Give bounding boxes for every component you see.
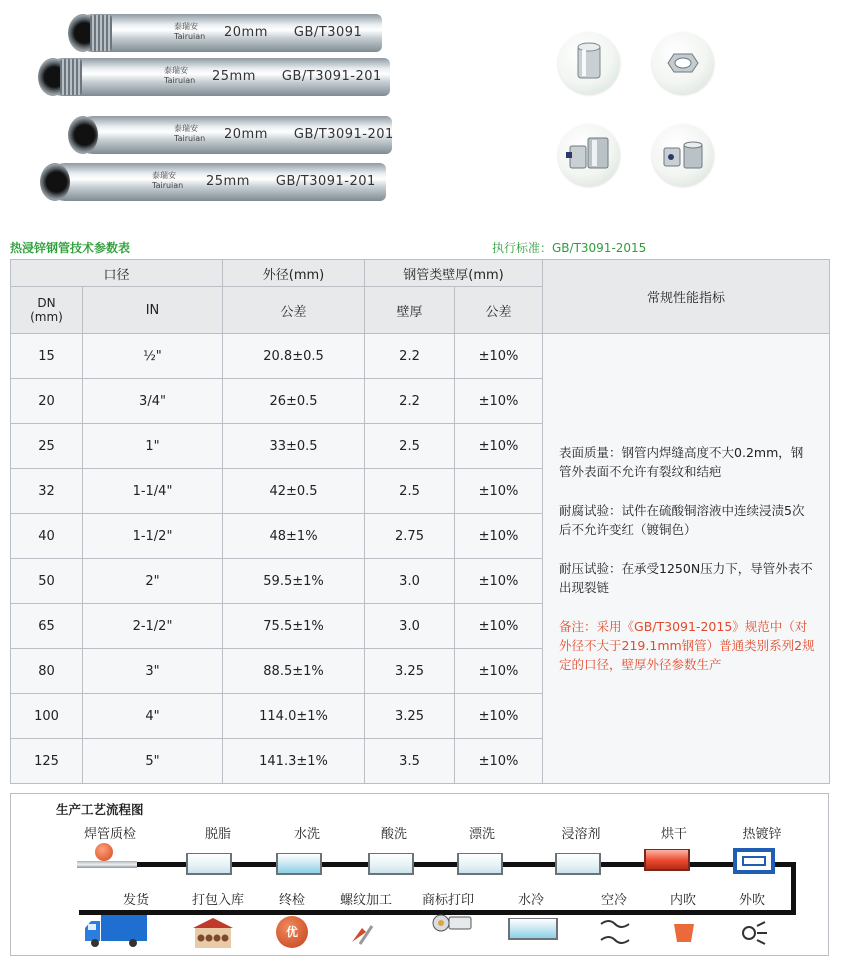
header-performance: 常规性能指标 (543, 260, 830, 334)
flow-line-right (791, 862, 796, 914)
printer-icon (431, 913, 475, 933)
header-wall-thickness: 壁厚 (365, 287, 455, 334)
cell-dn: 100 (11, 694, 83, 739)
standard-label: 执行标准：GB/T3091-2015 (492, 241, 647, 255)
cell-dn: 50 (11, 559, 83, 604)
pipe-end (40, 163, 70, 201)
step-water-cool: 水冷 (517, 893, 545, 908)
header-tolerance: 公差 (223, 287, 365, 334)
threading-icon (348, 918, 378, 948)
pipe-marking: 25mm GB/T3091-201 (212, 69, 382, 84)
cell-wall: 2.5 (365, 469, 455, 514)
cell-wall: 3.25 (365, 649, 455, 694)
pipe-20mm-plain (74, 116, 392, 154)
header-bore: 口径 (11, 260, 223, 287)
cell-tol: ±10% (455, 334, 543, 379)
cell-tol: ±10% (455, 379, 543, 424)
cell-od: 88.5±1% (223, 649, 365, 694)
pipe-brand: 泰瑞安 Tairuian (164, 66, 196, 85)
cell-wall: 3.0 (365, 559, 455, 604)
pipe-brand: 泰瑞安 Tairuian (174, 124, 206, 143)
cell-tol: ±10% (455, 649, 543, 694)
cell-tol: ±10% (455, 604, 543, 649)
connector-set-icon (558, 124, 620, 186)
pipe-end (68, 116, 98, 154)
cell-dn: 80 (11, 649, 83, 694)
coupling-icon (558, 32, 620, 94)
pipe-25mm-threaded (44, 58, 390, 96)
step-weld-inspection: 焊管质检 (83, 827, 137, 842)
header-in: IN (83, 287, 223, 334)
step-final-inspection: 终检 (278, 893, 306, 908)
water-cool-tank-icon (508, 918, 558, 940)
cell-dn: 25 (11, 424, 83, 469)
step-galvanize: 热镀锌 (742, 827, 782, 842)
rinse-tank-icon (457, 853, 503, 875)
pressure-test-text: 耐压试验：在承受1250N压力下，导管外表不出现裂链 (559, 561, 813, 595)
step-degrease: 脱脂 (204, 827, 232, 842)
pipe-image-group (0, 0, 520, 225)
cell-dn: 32 (11, 469, 83, 514)
process-title: 生产工艺流程图 (56, 802, 144, 817)
flux-tank-icon (555, 853, 601, 875)
truck-icon (83, 912, 149, 952)
cell-in: 1-1/4" (83, 469, 223, 514)
pipe-thread (60, 59, 82, 95)
cell-od: 33±0.5 (223, 424, 365, 469)
cell-in: 2-1/2" (83, 604, 223, 649)
pipe-brand: 泰瑞安 Tairuian (152, 171, 184, 190)
cell-wall: 3.0 (365, 604, 455, 649)
table-row (11, 334, 830, 379)
header-row-1 (11, 260, 830, 287)
step-outer-blow: 外吹 (738, 893, 766, 908)
header-wall: 钢管类壁厚(mm) (365, 260, 543, 287)
pipe-thread (90, 15, 112, 51)
cell-in: 4" (83, 694, 223, 739)
header-wall-tolerance: 公差 (455, 287, 543, 334)
pickling-tank-icon (368, 853, 414, 875)
inner-blow-icon (671, 920, 697, 946)
fittings-image-group (550, 18, 730, 198)
cell-wall: 3.5 (365, 739, 455, 784)
degrease-tank-icon (186, 853, 232, 875)
galvanize-bath-icon (733, 848, 775, 874)
cell-wall: 2.2 (365, 334, 455, 379)
cell-in: 5" (83, 739, 223, 784)
header-dn: DN (mm) (11, 287, 83, 334)
cell-od: 114.0±1% (223, 694, 365, 739)
cell-wall: 2.5 (365, 424, 455, 469)
pipe-brand: 泰瑞安 Tairuian (174, 22, 206, 41)
connector-pair-icon (652, 124, 714, 186)
cell-od: 26±0.5 (223, 379, 365, 424)
cell-dn: 40 (11, 514, 83, 559)
pipe-20mm-threaded (74, 14, 382, 52)
cell-dn: 65 (11, 604, 83, 649)
cell-tol: ±10% (455, 424, 543, 469)
cell-in: 3/4" (83, 379, 223, 424)
cell-tol: ±10% (455, 739, 543, 784)
step-pickling: 酸洗 (380, 827, 408, 842)
locknut-icon (652, 32, 714, 94)
cell-wall: 2.2 (365, 379, 455, 424)
warehouse-icon (191, 916, 235, 950)
pipe-marking: 25mm GB/T3091-201 (206, 174, 376, 189)
quality-check-icon (95, 843, 113, 861)
step-ship: 发货 (122, 893, 150, 908)
cell-wall: 3.25 (365, 694, 455, 739)
step-rinse: 漂洗 (468, 827, 496, 842)
cell-tol: ±10% (455, 559, 543, 604)
step-flux: 浸溶剂 (561, 827, 601, 842)
cell-tol: ±10% (455, 694, 543, 739)
step-air-cool: 空冷 (600, 893, 628, 908)
pipe-icon (77, 861, 137, 868)
cell-dn: 125 (11, 739, 83, 784)
step-inner-blow: 内吹 (669, 893, 697, 908)
cell-in: 1-1/2" (83, 514, 223, 559)
outer-blow-icon (739, 920, 769, 946)
cell-od: 59.5±1% (223, 559, 365, 604)
step-pack-store: 打包入库 (191, 893, 245, 908)
cell-in: 1" (83, 424, 223, 469)
cell-od: 20.8±0.5 (223, 334, 365, 379)
table-title: 热浸锌钢管技术参数表 (10, 241, 131, 255)
cell-od: 48±1% (223, 514, 365, 559)
corrosion-test-text: 耐腐试验：试件在硫酸铜溶液中连续浸渍5次后不允许变红（镀铜色） (559, 503, 805, 537)
pipe-25mm-plain (46, 163, 386, 201)
cell-wall: 2.75 (365, 514, 455, 559)
step-dry: 烘干 (660, 827, 688, 842)
cell-tol: ±10% (455, 469, 543, 514)
cell-dn: 20 (11, 379, 83, 424)
spec-table (10, 259, 830, 784)
cell-dn: 15 (11, 334, 83, 379)
pipe-marking: 20mm GB/T3091-201 (224, 127, 394, 142)
cell-od: 75.5±1% (223, 604, 365, 649)
step-wash: 水洗 (293, 827, 321, 842)
step-marking: 商标打印 (421, 893, 475, 908)
header-outer-diameter: 外径(mm) (223, 260, 365, 287)
pipe-marking: 20mm GB/T3091 (224, 25, 363, 40)
cell-in: 2" (83, 559, 223, 604)
wash-tank-icon (276, 853, 322, 875)
cell-in: ½" (83, 334, 223, 379)
process-flow (10, 793, 829, 956)
cell-in: 3" (83, 649, 223, 694)
note-text: 备注：采用《GB/T3091-2015》规范中（对外径不大于219.1mm钢管）普通类别系列2规定的口径，壁厚外径参数生产 (559, 619, 815, 672)
final-inspection-badge-icon: 优 (276, 916, 308, 948)
cell-od: 42±0.5 (223, 469, 365, 514)
drying-oven-icon (644, 849, 690, 871)
step-threading: 螺纹加工 (339, 893, 393, 908)
cell-tol: ±10% (455, 514, 543, 559)
surface-quality-text: 表面质量：钢管内焊缝高度不大0.2mm，钢管外表面不允许有裂纹和结疤 (559, 445, 804, 479)
performance-cell (543, 334, 830, 784)
air-cool-icon (599, 918, 631, 948)
cell-od: 141.3±1% (223, 739, 365, 784)
